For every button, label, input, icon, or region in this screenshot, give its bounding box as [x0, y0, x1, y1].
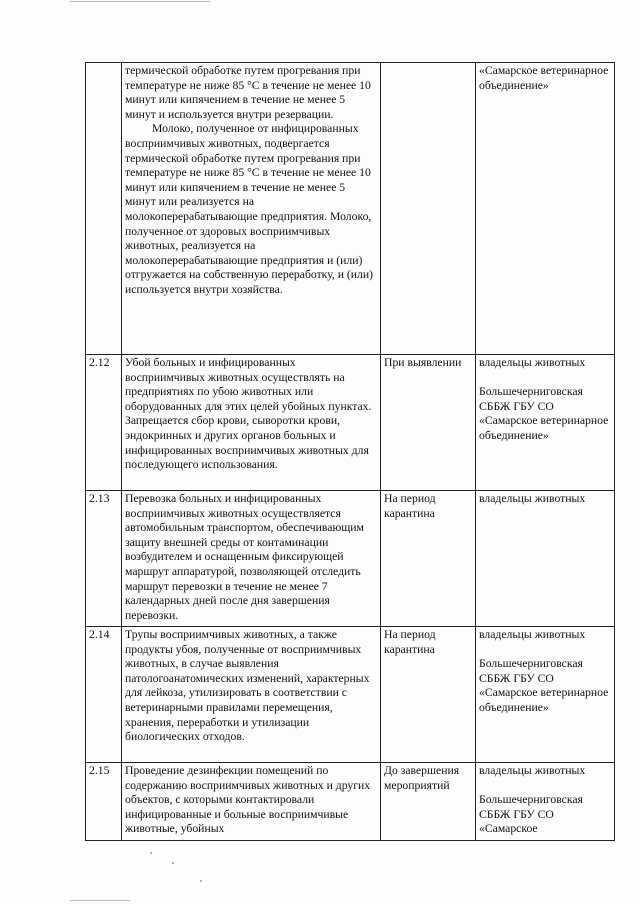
responsible-text: Большечерниговская СББЖ ГБУ СО «Самарское ветеринарное объединение» [479, 385, 609, 442]
measure-cell [122, 355, 381, 491]
measure-cell [122, 627, 381, 763]
responsible-text: владельцы животных [479, 628, 586, 641]
measure-text: термической обработке путем прогревания при температуре не ниже 85 °С в течение не менее 10 минут или кипячением в течение не менее 5 минут и используется внутри резервации. [125, 64, 371, 121]
row-number [86, 63, 122, 355]
responsible-text: «Самарское ветеринарное объединение» [479, 64, 609, 92]
table-row [86, 627, 615, 763]
scan-speck [150, 852, 152, 854]
responsible-text: Большечерниговская СББЖ ГБУ СО «Самарское ветеринарное объединение» [479, 657, 609, 714]
term-cell: До завершения мероприятий [381, 763, 476, 841]
term-cell: На период карантина [381, 627, 476, 763]
measure-cell [122, 63, 381, 355]
measure-text: Трупы восприимчивых животных, а также продукты убоя, полученные от восприимчивых животных, в случае выявления патологоанатомических изменений, характерных для лейкоза, утилизировать в соответствии с ветеринарными правилами перемещения, хранения, переработки и утилизации биологических отходов. [125, 628, 370, 744]
measure-text: Перевозка больных и инфицированных восприимчивых животных осуществляется автомобильным транспортом, обеспечивающим защиту внешней среды от контаминации возбудителем и оснащенным фиксирующей маршрут аппаратурой, позволяющей отследить маршрут перевозки в течение не менее 7 календарных дней после дня завершения перевозки. [125, 492, 364, 622]
responsible-spacer [479, 779, 611, 794]
responsible-cell [476, 627, 615, 763]
responsible-spacer [479, 371, 611, 386]
term-cell: При выявлении [381, 355, 476, 491]
table-row [86, 491, 615, 627]
scan-speck [172, 862, 174, 864]
term-cell [381, 63, 476, 355]
term-cell: На период карантина [381, 491, 476, 627]
measure-text: Молоко, полученное от инфицированных восприимчивых животных, подвергается термической обработке путем прогревания при температуре не ниже 85 °С в течение не менее 10 минут или кипячением в течение не менее 5 минут или реализуется на молокоперерабатывающие предприятия. Молоко, полученное от здоровых восприимчивых животных, реализуется на молокоперерабатывающие предприятия и (или) отгружается на собственную переработку, и (или) используется внутри хозяйства. [125, 122, 374, 296]
scan-speck [200, 880, 202, 882]
measure-cell [122, 491, 381, 627]
responsible-cell [476, 63, 615, 355]
measure-cell [122, 763, 381, 841]
responsible-spacer [479, 643, 611, 658]
row-number: 2.12 [86, 355, 122, 491]
responsible-cell [476, 491, 615, 627]
responsible-text: владельцы животных [479, 764, 586, 777]
scan-edge-bottom [70, 900, 130, 901]
measures-table [85, 62, 615, 841]
responsible-text: владельцы животных [479, 356, 586, 369]
table-row [86, 355, 615, 491]
table-row [86, 763, 615, 841]
measure-text: Убой больных и инфицированных восприимчивых животных осуществлять на предприятиях по убою животных или оборудованных для этих целей убойных пунктах. Запрещается сбор крови, сыворотки крови, эндокринных и других органов больных и инфицированных восприимчивых животных для последующего использования. [125, 356, 372, 472]
scan-edge-top [70, 1, 210, 2]
measure-text: Проведение дезинфекции помещений по содержанию восприимчивых животных и других объектов, с которыми контактировали инфицированные и больные восприимчивые животные, убойных [125, 764, 371, 836]
table-row [86, 63, 615, 355]
responsible-cell [476, 763, 615, 841]
row-number: 2.15 [86, 763, 122, 841]
responsible-text: Большечерниговская СББЖ ГБУ СО «Самарское [479, 793, 583, 836]
responsible-text: владельцы животных [479, 492, 586, 505]
row-number: 2.13 [86, 491, 122, 627]
responsible-cell [476, 355, 615, 491]
row-number: 2.14 [86, 627, 122, 763]
